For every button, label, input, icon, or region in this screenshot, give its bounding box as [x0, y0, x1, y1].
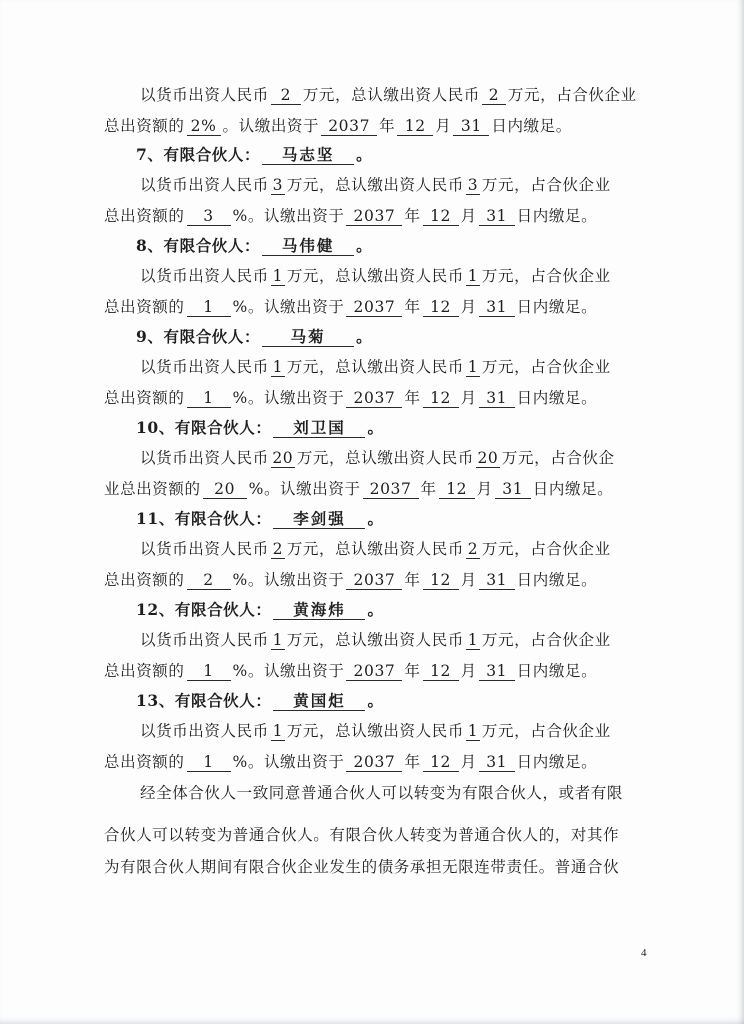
- partner-amount: 3: [272, 176, 284, 194]
- partner-ratio-line: 总出资额的 1 %。认缴出资于 2037 年 12 月 31 日内缴足。: [104, 298, 598, 316]
- partner-contribution-line: 以货币出资人民币 20 万元，总认缴出资人民币 20 万元，占合伙企: [140, 449, 615, 467]
- partner-day: 31: [479, 662, 515, 681]
- partner-name: 黄海炜: [273, 601, 365, 620]
- partner-contribution-line: 以货币出资人民币 1 万元，总认缴出资人民币 1 万元，占合伙企业: [140, 722, 611, 740]
- partner-total: 2: [467, 540, 479, 558]
- partner-name: 刘卫国: [273, 419, 365, 438]
- partner-ratio: 1: [187, 753, 231, 772]
- partner-year: 2037: [346, 662, 402, 681]
- partner-heading: 12、有限合伙人： 黄海炜 。: [136, 600, 384, 619]
- partner-day: 31: [495, 480, 531, 499]
- partner-day: 31: [479, 207, 515, 226]
- partner-ratio-line: 总出资额的 1 %。认缴出资于 2037 年 12 月 31 日内缴足。: [104, 753, 598, 771]
- top-clause-line-1: 以货币出资人民币 2 万元，总认缴出资人民币 2 万元，占合伙企业: [140, 86, 637, 104]
- top-total: 2: [482, 86, 506, 105]
- partner-number: 8: [136, 236, 148, 255]
- partner-total: 1: [467, 358, 479, 376]
- partner-heading: 9、有限合伙人： 马菊 。: [136, 327, 373, 346]
- partner-contribution-line: 以货币出资人民币 3 万元，总认缴出资人民币 3 万元，占合伙企业: [140, 176, 611, 194]
- partner-year: 2037: [346, 207, 402, 226]
- partner-amount: 1: [272, 267, 284, 285]
- partner-number: 10: [136, 418, 159, 437]
- partner-ratio: 2: [187, 571, 231, 590]
- partner-ratio: 20: [203, 480, 247, 499]
- closing-line-2: 合伙人可以转变为普通合伙人。有限合伙人转变为普通合伙人的，对其作: [104, 826, 620, 844]
- partner-ratio-line: 业总出资额的 20 %。认缴出资于 2037 年 12 月 31 日内缴足。: [104, 480, 614, 498]
- partner-total: 1: [467, 631, 479, 649]
- partner-total: 20: [477, 449, 499, 467]
- closing-line-1: 经全体合伙人一致同意普通合伙人可以转变为有限合伙人，或者有限: [140, 784, 624, 802]
- partner-contribution-line: 以货币出资人民币 1 万元，总认缴出资人民币 1 万元，占合伙企业: [140, 631, 611, 649]
- partner-heading: 11、有限合伙人： 李剑强 。: [136, 509, 384, 528]
- partner-heading: 13、有限合伙人： 黄国炬 。: [136, 691, 384, 710]
- partner-ratio: 1: [187, 389, 231, 408]
- partner-year: 2037: [346, 571, 402, 590]
- partner-name: 马菊: [262, 328, 354, 347]
- partner-name: 黄国炬: [273, 692, 365, 711]
- top-month: 12: [397, 117, 433, 136]
- partner-heading: 10、有限合伙人： 刘卫国 。: [136, 418, 384, 437]
- partner-day: 31: [479, 389, 515, 408]
- partner-ratio-line: 总出资额的 1 %。认缴出资于 2037 年 12 月 31 日内缴足。: [104, 389, 598, 407]
- partner-ratio: 3: [187, 207, 231, 226]
- partner-number: 7: [136, 145, 148, 164]
- partner-contribution-line: 以货币出资人民币 1 万元，总认缴出资人民币 1 万元，占合伙企业: [140, 358, 611, 376]
- top-year: 2037: [321, 117, 377, 136]
- partner-month: 12: [423, 298, 459, 317]
- partner-day: 31: [479, 571, 515, 590]
- partner-name: 马伟健: [262, 237, 354, 256]
- partner-amount: 1: [272, 358, 284, 376]
- partner-day: 31: [479, 753, 515, 772]
- partner-ratio-line: 总出资额的 1 %。认缴出资于 2037 年 12 月 31 日内缴足。: [104, 662, 598, 680]
- partner-day: 31: [479, 298, 515, 317]
- partner-year: 2037: [363, 480, 419, 499]
- partner-number: 12: [136, 600, 159, 619]
- partner-heading: 7、有限合伙人： 马志坚 。: [136, 145, 373, 164]
- partner-number: 13: [136, 691, 159, 710]
- partner-ratio: 1: [187, 662, 231, 681]
- partner-name: 李剑强: [273, 510, 365, 529]
- top-clause-line-2: 总出资额的 2% 。认缴出资于 2037 年 12 月 31 日内缴足。: [104, 117, 572, 135]
- closing-line-3: 为有限合伙人期间有限合伙企业发生的债务承担无限连带责任。普通合伙: [104, 858, 620, 876]
- partner-amount: 20: [272, 449, 294, 467]
- page-number: 4: [641, 947, 647, 959]
- partner-ratio-line: 总出资额的 3 %。认缴出资于 2037 年 12 月 31 日内缴足。: [104, 207, 598, 225]
- partner-number: 9: [136, 327, 148, 346]
- partner-month: 12: [423, 389, 459, 408]
- partner-total: 1: [467, 722, 479, 740]
- partner-total: 3: [467, 176, 479, 194]
- partner-amount: 1: [272, 631, 284, 649]
- partner-contribution-line: 以货币出资人民币 2 万元，总认缴出资人民币 2 万元，占合伙企业: [140, 540, 611, 558]
- partner-amount: 2: [272, 540, 284, 558]
- partner-ratio: 1: [187, 298, 231, 317]
- partner-name: 马志坚: [262, 146, 354, 165]
- top-ratio: 2%: [187, 117, 221, 136]
- partner-heading: 8、有限合伙人： 马伟健 。: [136, 236, 373, 255]
- partner-year: 2037: [346, 753, 402, 772]
- partner-year: 2037: [346, 389, 402, 408]
- partner-amount: 1: [272, 722, 284, 740]
- partner-month: 12: [423, 207, 459, 226]
- partner-month: 12: [423, 662, 459, 681]
- partner-number: 11: [136, 509, 159, 528]
- partner-contribution-line: 以货币出资人民币 1 万元，总认缴出资人民币 1 万元，占合伙企业: [140, 267, 611, 285]
- partner-year: 2037: [346, 298, 402, 317]
- partner-ratio-line: 总出资额的 2 %。认缴出资于 2037 年 12 月 31 日内缴足。: [104, 571, 598, 589]
- top-amount: 2: [271, 86, 301, 105]
- partner-month: 12: [439, 480, 475, 499]
- partner-month: 12: [423, 753, 459, 772]
- partner-total: 1: [467, 267, 479, 285]
- top-day: 31: [453, 117, 489, 136]
- partner-month: 12: [423, 571, 459, 590]
